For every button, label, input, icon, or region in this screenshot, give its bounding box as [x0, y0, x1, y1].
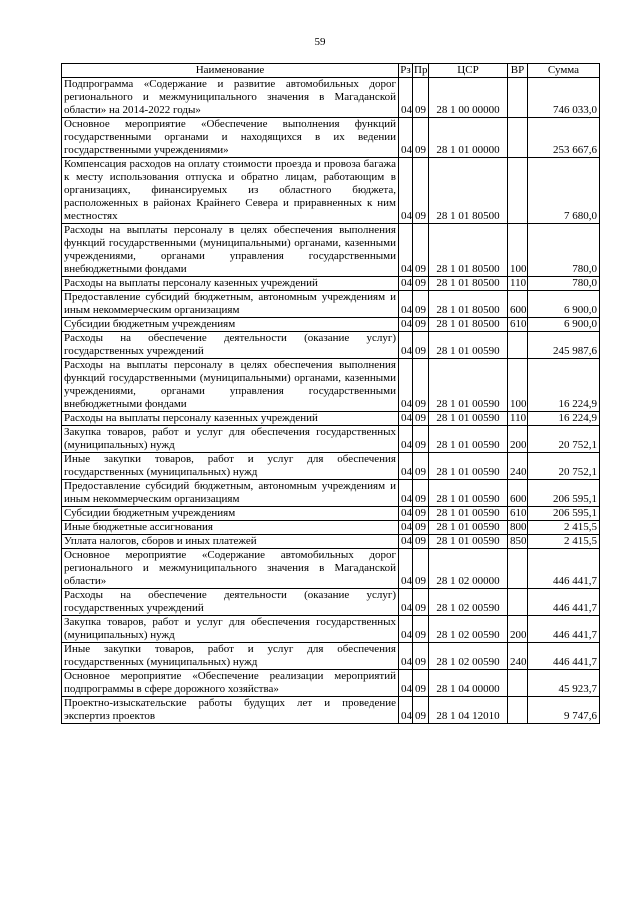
- cell-sum: 6 900,0: [528, 291, 600, 318]
- table-header-row: [62, 64, 600, 78]
- cell-name: Проектно-изыскательские работы будущих лет и проведение экспертиз проектов: [62, 697, 399, 724]
- cell-vr: 110: [508, 412, 528, 426]
- cell-sum: 446 441,7: [528, 589, 600, 616]
- column-header-name: Наименование: [62, 64, 399, 78]
- cell-csr: 28 1 01 00590: [429, 521, 508, 535]
- cell-rz: 04: [399, 480, 413, 507]
- cell-sum: 2 415,5: [528, 521, 600, 535]
- cell-pr: 09: [413, 277, 429, 291]
- cell-name: Компенсация расходов на оплату стоимости проезда и провоза багажа к месту использования отпуска и обратно лицам, работающим в организациях, финансируемых из областного бюджета, расположенных в районах Крайнего Севера и приравненных к ним местностях: [62, 158, 399, 224]
- budget-table: [61, 63, 600, 724]
- cell-name: Расходы на выплаты персоналу казенных учреждений: [62, 412, 399, 426]
- cell-name: Закупка товаров, работ и услуг для обеспечения государственных (муниципальных) нужд: [62, 426, 399, 453]
- cell-csr: 28 1 02 00590: [429, 643, 508, 670]
- cell-csr: 28 1 00 00000: [429, 78, 508, 118]
- column-header-rz: Рз: [400, 64, 411, 76]
- cell-sum: 20 752,1: [528, 426, 600, 453]
- cell-sum: 253 667,6: [528, 118, 600, 158]
- cell-csr: 28 1 04 00000: [429, 670, 508, 697]
- cell-name: Иные закупки товаров, работ и услуг для обеспечения государственных (муниципальных) нужд: [62, 643, 399, 670]
- cell-sum: 2 415,5: [528, 535, 600, 549]
- column-header-sum: Сумма: [528, 64, 600, 78]
- table-row: [62, 224, 600, 277]
- cell-pr: 09: [413, 589, 429, 616]
- cell-pr: 09: [413, 507, 429, 521]
- table-row: [62, 643, 600, 670]
- cell-csr: 28 1 01 80500: [429, 291, 508, 318]
- cell-vr: 200: [508, 426, 528, 453]
- cell-pr: 09: [413, 224, 429, 277]
- cell-vr: [508, 670, 528, 697]
- table-row: [62, 521, 600, 535]
- table-row: [62, 697, 600, 724]
- table-row: [62, 589, 600, 616]
- cell-pr: 09: [413, 426, 429, 453]
- cell-sum: 16 224,9: [528, 359, 600, 412]
- cell-vr: 240: [508, 643, 528, 670]
- cell-sum: 446 441,7: [528, 643, 600, 670]
- cell-name: Расходы на выплаты персоналу казенных учреждений: [62, 277, 399, 291]
- cell-pr: 09: [413, 78, 429, 118]
- cell-name: Закупка товаров, работ и услуг для обеспечения государственных (муниципальных) нужд: [62, 616, 399, 643]
- cell-name: Предоставление субсидий бюджетным, автономным учреждениям и иным некоммерческим организациям: [62, 480, 399, 507]
- cell-name: Иные закупки товаров, работ и услуг для обеспечения государственных (муниципальных) нужд: [62, 453, 399, 480]
- cell-csr: 28 1 01 00590: [429, 535, 508, 549]
- cell-csr: 28 1 01 80500: [429, 318, 508, 332]
- cell-vr: 610: [508, 318, 528, 332]
- cell-vr: 100: [508, 359, 528, 412]
- cell-name: Основное мероприятие «Обеспечение выполнения функций государственными органами и находящихся в их ведении государственными учреждениями»: [62, 118, 399, 158]
- cell-rz: 04: [399, 426, 413, 453]
- cell-sum: 780,0: [528, 224, 600, 277]
- table-row: [62, 507, 600, 521]
- table-row: [62, 549, 600, 589]
- cell-csr: 28 1 01 00590: [429, 426, 508, 453]
- cell-rz: 04: [399, 670, 413, 697]
- cell-name: Субсидии бюджетным учреждениям: [62, 507, 399, 521]
- cell-name: Расходы на выплаты персоналу в целях обеспечения выполнения функций государственными (муниципальными) органами, казенными учреждениями, органами управления государственными внебюджетными фондами: [62, 359, 399, 412]
- cell-rz: 04: [399, 616, 413, 643]
- cell-pr: 09: [413, 643, 429, 670]
- cell-name: Иные бюджетные ассигнования: [62, 521, 399, 535]
- cell-name: Субсидии бюджетным учреждениям: [62, 318, 399, 332]
- column-header-pr: Пр: [414, 64, 428, 76]
- cell-sum: 245 987,6: [528, 332, 600, 359]
- cell-vr: 100: [508, 224, 528, 277]
- cell-sum: 7 680,0: [528, 158, 600, 224]
- table-row: [62, 277, 600, 291]
- cell-rz: 04: [399, 507, 413, 521]
- table-row: [62, 412, 600, 426]
- cell-vr: [508, 697, 528, 724]
- cell-rz: 04: [399, 521, 413, 535]
- cell-rz: 04: [399, 224, 413, 277]
- cell-vr: 610: [508, 507, 528, 521]
- cell-sum: 780,0: [528, 277, 600, 291]
- cell-vr: [508, 158, 528, 224]
- cell-rz: 04: [399, 589, 413, 616]
- cell-name: Расходы на обеспечение деятельности (оказание услуг) государственных учреждений: [62, 589, 399, 616]
- cell-csr: 28 1 01 00590: [429, 332, 508, 359]
- cell-pr: 09: [413, 480, 429, 507]
- cell-rz: 04: [399, 78, 413, 118]
- cell-pr: 09: [413, 318, 429, 332]
- cell-rz: 04: [399, 643, 413, 670]
- cell-rz: 04: [399, 535, 413, 549]
- table-row: [62, 158, 600, 224]
- table-row: [62, 78, 600, 118]
- cell-pr: 09: [413, 332, 429, 359]
- cell-rz: 04: [399, 697, 413, 724]
- cell-csr: 28 1 01 00590: [429, 507, 508, 521]
- cell-sum: 20 752,1: [528, 453, 600, 480]
- cell-name: Расходы на обеспечение деятельности (оказание услуг) государственных учреждений: [62, 332, 399, 359]
- cell-csr: 28 1 01 80500: [429, 224, 508, 277]
- cell-rz: 04: [399, 412, 413, 426]
- cell-pr: 09: [413, 549, 429, 589]
- cell-vr: 600: [508, 291, 528, 318]
- table-row: [62, 359, 600, 412]
- cell-sum: 45 923,7: [528, 670, 600, 697]
- cell-rz: 04: [399, 453, 413, 480]
- cell-name: Основное мероприятие «Обеспечение реализации мероприятий подпрограммы в сфере дорожного хозяйства»: [62, 670, 399, 697]
- cell-rz: 04: [399, 277, 413, 291]
- cell-sum: 6 900,0: [528, 318, 600, 332]
- cell-csr: 28 1 01 00590: [429, 359, 508, 412]
- table-row: [62, 318, 600, 332]
- cell-vr: [508, 589, 528, 616]
- table-row: [62, 291, 600, 318]
- cell-name: Уплата налогов, сборов и иных платежей: [62, 535, 399, 549]
- table-row: [62, 616, 600, 643]
- cell-csr: 28 1 02 00590: [429, 589, 508, 616]
- cell-sum: 206 595,1: [528, 480, 600, 507]
- page-number: 59: [314, 36, 326, 48]
- table-row: [62, 426, 600, 453]
- cell-csr: 28 1 01 80500: [429, 277, 508, 291]
- cell-vr: [508, 78, 528, 118]
- cell-pr: 09: [413, 412, 429, 426]
- cell-sum: 16 224,9: [528, 412, 600, 426]
- cell-csr: 28 1 02 00000: [429, 549, 508, 589]
- table-row: [62, 535, 600, 549]
- cell-name: Предоставление субсидий бюджетным, автономным учреждениям и иным некоммерческим организациям: [62, 291, 399, 318]
- cell-sum: 446 441,7: [528, 616, 600, 643]
- cell-csr: 28 1 01 00590: [429, 453, 508, 480]
- cell-rz: 04: [399, 318, 413, 332]
- cell-vr: 110: [508, 277, 528, 291]
- cell-csr: 28 1 01 00000: [429, 118, 508, 158]
- cell-rz: 04: [399, 158, 413, 224]
- cell-rz: 04: [399, 549, 413, 589]
- cell-name: Основное мероприятие «Содержание автомобильных дорог регионального и межмуниципального значения в Магаданской области»: [62, 549, 399, 589]
- cell-pr: 09: [413, 535, 429, 549]
- table-row: [62, 453, 600, 480]
- cell-rz: 04: [399, 291, 413, 318]
- cell-pr: 09: [413, 118, 429, 158]
- cell-rz: 04: [399, 118, 413, 158]
- cell-name: Подпрограмма «Содержание и развитие автомобильных дорог регионального и межмуниципального значения в Магаданской области» на 2014-2022 годы»: [62, 78, 399, 118]
- cell-pr: 09: [413, 670, 429, 697]
- cell-csr: 28 1 01 80500: [429, 158, 508, 224]
- cell-pr: 09: [413, 453, 429, 480]
- cell-csr: 28 1 01 00590: [429, 480, 508, 507]
- cell-sum: 446 441,7: [528, 549, 600, 589]
- cell-rz: 04: [399, 359, 413, 412]
- cell-vr: 800: [508, 521, 528, 535]
- table-body: [62, 78, 600, 724]
- cell-vr: 600: [508, 480, 528, 507]
- cell-pr: 09: [413, 697, 429, 724]
- cell-vr: 850: [508, 535, 528, 549]
- cell-vr: [508, 118, 528, 158]
- cell-sum: 9 747,6: [528, 697, 600, 724]
- column-header-vr: ВР: [508, 64, 528, 78]
- table-row: [62, 480, 600, 507]
- table-row: [62, 118, 600, 158]
- cell-vr: 200: [508, 616, 528, 643]
- cell-rz: 04: [399, 332, 413, 359]
- cell-sum: 206 595,1: [528, 507, 600, 521]
- cell-vr: 240: [508, 453, 528, 480]
- table-row: [62, 332, 600, 359]
- cell-name: Расходы на выплаты персоналу в целях обеспечения выполнения функций государственными (муниципальными) органами, казенными учреждениями, органами управления государственными внебюджетными фондами: [62, 224, 399, 277]
- cell-sum: 746 033,0: [528, 78, 600, 118]
- cell-pr: 09: [413, 616, 429, 643]
- cell-vr: [508, 549, 528, 589]
- cell-csr: 28 1 04 12010: [429, 697, 508, 724]
- cell-vr: [508, 332, 528, 359]
- cell-pr: 09: [413, 158, 429, 224]
- table-row: [62, 670, 600, 697]
- cell-csr: 28 1 02 00590: [429, 616, 508, 643]
- cell-pr: 09: [413, 359, 429, 412]
- cell-csr: 28 1 01 00590: [429, 412, 508, 426]
- cell-pr: 09: [413, 521, 429, 535]
- column-header-csr: ЦСР: [429, 64, 508, 78]
- cell-pr: 09: [413, 291, 429, 318]
